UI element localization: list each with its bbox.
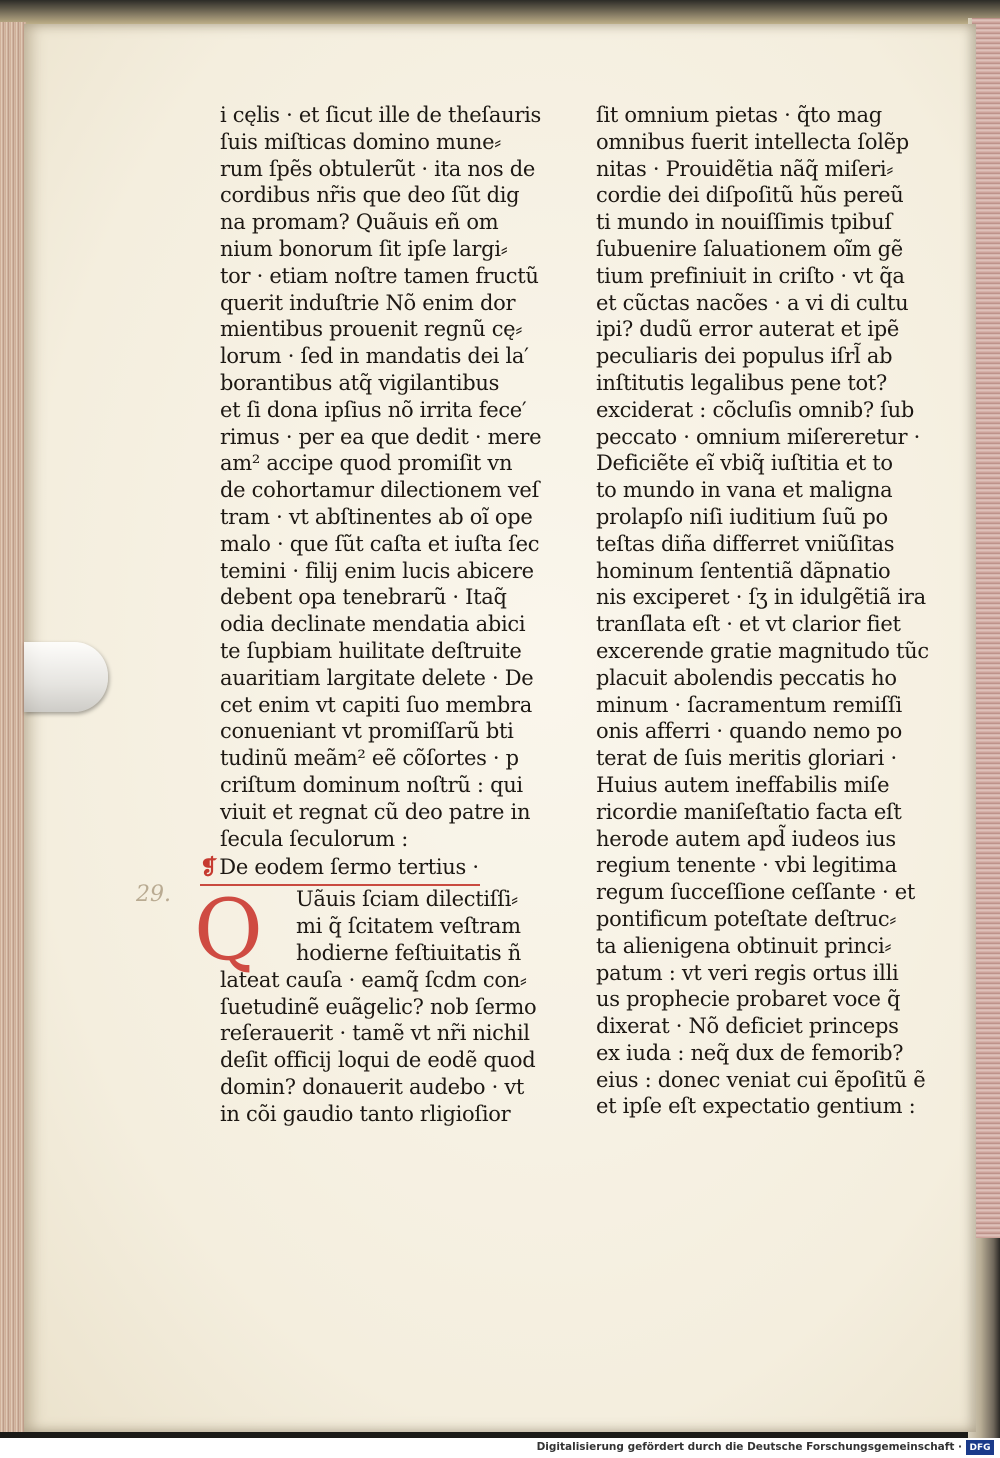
text-line: cordibus nr̃is que deo ſũt dig (220, 183, 520, 208)
text-line: et ipſe eſt expectatio gentium : (596, 1094, 916, 1119)
text-line: cet enim vt capiti ſuo membra (220, 692, 532, 717)
text-line: dixerat · Nõ deficiet princeps (596, 1014, 899, 1039)
text-line: odia declinate mendatia abici (220, 612, 526, 637)
text-line: onis afferri · quando nemo po (596, 719, 902, 744)
page-clip (24, 642, 108, 712)
text-line: minum · ſacramentum remiſſi (596, 692, 902, 717)
left-column-lines (220, 102, 542, 852)
dfg-logo: DFG (966, 1440, 994, 1455)
text-line: nitas · Prouidẽtia nãq̃ miſeri⸗ (596, 156, 894, 181)
text-line: in cõi gaudio tanto rligioſior (220, 1101, 511, 1126)
text-line: ſubuenire ſaluationem oĩm gẽ (596, 236, 903, 261)
text-line: excerende gratie magnitudo tũc (596, 638, 929, 663)
text-line: querit induſtrie Nõ enim dor (220, 290, 516, 315)
text-line: Deficiẽte eĩ vbiq̃ iuſtitia et to (596, 451, 893, 476)
text-line: pontificum poteſtate deſtruc⸗ (596, 906, 897, 931)
text-line: nium bonorum ſit ipſe largi⸗ (220, 236, 508, 261)
text-line: herode autem apd̃ iudeos ius (596, 826, 896, 851)
text-line: cordie dei diſpoſitũ hũs pereũ (596, 183, 904, 208)
digitization-credit: Digitalisierung gefördert durch die Deutsche Forschungsgemeinschaft · (536, 1441, 962, 1453)
text-line: reſerauerit · tamẽ vt nr̃i nichil (220, 1021, 530, 1046)
text-line: viuit et regnat cũ deo patre in (220, 799, 531, 824)
text-line: te ſupbiam huilitate deſtruite (220, 638, 522, 663)
text-line: am² accipe quod promiſit vn (220, 451, 513, 476)
text-line: placuit abolendis peccatis ho (596, 665, 897, 690)
text-line: prolapſo niſi iuditium ſuũ po (596, 504, 888, 529)
text-line: mi q̃ ſcitatem veſtram (296, 914, 521, 939)
text-line: tium prefiniuit in criſto · vt q̃a (596, 263, 905, 288)
text-line: inſtitutis legalibus pene tot? (596, 370, 887, 395)
text-line: et ſi dona ipſius nõ irrita fece′ (220, 397, 527, 422)
text-line: ex iuda : neq̃ dux de femorib? (596, 1040, 904, 1065)
text-line: domin? donauerit audebo · vt (220, 1074, 525, 1099)
text-line: ſuetudinẽ euãgelic? nob ſermo (220, 994, 537, 1019)
text-line: teſtas diña differret vniũſitas (596, 531, 895, 556)
section-heading-text: De eodem ſermo tertius · (219, 855, 479, 880)
text-line: lorum · ſed in mandatis dei la′ (220, 344, 529, 369)
text-line: patum : vt veri regis ortus illi (596, 960, 899, 985)
text-line: temini · filij enim lucis abicere (220, 558, 534, 583)
right-text-column (596, 102, 929, 1120)
text-line: eius : donec veniat cui ẽpoſitũ ẽ (596, 1067, 926, 1092)
text-line: ſit omnium pietas · q̃to mag (596, 103, 882, 127)
text-line: ſuis miſticas domino mune⸗ (220, 129, 501, 154)
right-page-fore-edge (972, 18, 1000, 1238)
text-line: rum ſpẽs obtulerũt · ita nos de (220, 156, 536, 181)
text-line: mientibus prouenit regnũ cę⸗ (220, 317, 523, 342)
text-line: tram · vt abſtinentes ab oĩ ope (220, 504, 533, 529)
text-line: tudinũ meãm² eẽ cõſortes · p (220, 746, 519, 771)
text-line: to mundo in vana et maligna (596, 478, 893, 503)
text-line: auaritiam largitate delete · De (220, 665, 534, 690)
text-line: borantibus atq̃ vigilantibus (220, 370, 500, 395)
section-text-lines (220, 886, 537, 1127)
text-line: conueniant vt promiſſarũ bti (220, 719, 514, 744)
text-line: lateat cauſa · eamq̃ ſcdm con⸗ (220, 967, 527, 992)
text-line: tranſlata eſt · et vt clarior fiet (596, 612, 901, 637)
text-line: hodierne feſtiuitatis ñ (296, 940, 521, 965)
text-line: Uãuis ſciam dilectiſſi⸗ (296, 887, 518, 912)
text-line: us prophecie probaret voce q̃ (596, 987, 901, 1012)
text-line: regum ſucceſſione ceſſante · et (596, 880, 916, 905)
text-line: debent opa tenebrarũ · Itaq̃ (220, 585, 507, 610)
footer-bar (0, 1438, 1000, 1458)
text-line: i cęlis · et ſicut ille de theſauris (220, 103, 541, 127)
left-page-edges (0, 22, 26, 1432)
text-line: peculiaris dei populus iſrl̃ ab (596, 344, 893, 369)
text-line: ti mundo in nouiſſimis tpibuſ (596, 210, 892, 235)
text-line: et cũctas nacões · a vi di cultu (596, 290, 909, 315)
left-text-column (194, 102, 542, 1127)
text-line: tor · etiam noſtre tamen fructũ (220, 263, 539, 288)
book-top-edge (0, 0, 1000, 26)
text-line: rimus · per ea que dedit · mere (220, 424, 542, 449)
text-line: peccato · omnium miſereretur · (596, 424, 921, 449)
text-line: exciderat : cõcluſis omnib? ſub (596, 397, 915, 422)
text-line: Huius autem ineffabilis miſe (596, 772, 890, 797)
text-line: deſit officij loqui de eodẽ quod (220, 1048, 536, 1073)
text-line: nis exciperet · ſʒ in idulgẽtiã ira (596, 585, 926, 610)
text-line: malo · que ſũt caſta et iuſta ſec (220, 531, 540, 556)
text-line: ta alienigena obtinuit princi⸗ (596, 933, 892, 958)
pilcrow-mark: ❡ (200, 854, 218, 880)
margin-folio-note: 29. (136, 882, 171, 907)
text-line: ſecula ſeculorum : (220, 826, 409, 851)
text-line: hominum ſententiã dãpnatio (596, 558, 891, 583)
text-line: na promam? Quãuis eñ om (220, 210, 499, 235)
text-line: terat de ſuis meritis gloriari · (596, 746, 897, 771)
text-line: ricordie maniſeſtatio facta eſt (596, 799, 902, 824)
text-line: omnibus fuerit intellecta ſolẽp (596, 129, 909, 154)
text-line: de cohortamur dilectionem veſ (220, 478, 540, 503)
text-line: criſtum dominum noſtrũ : qui (220, 772, 523, 797)
right-column-lines (596, 102, 929, 1120)
text-line: regium tenente · vbi legitima (596, 853, 897, 878)
text-line: ipi? dudũ error auterat et ipẽ (596, 317, 899, 342)
decorated-initial-letter: Q (194, 881, 263, 980)
